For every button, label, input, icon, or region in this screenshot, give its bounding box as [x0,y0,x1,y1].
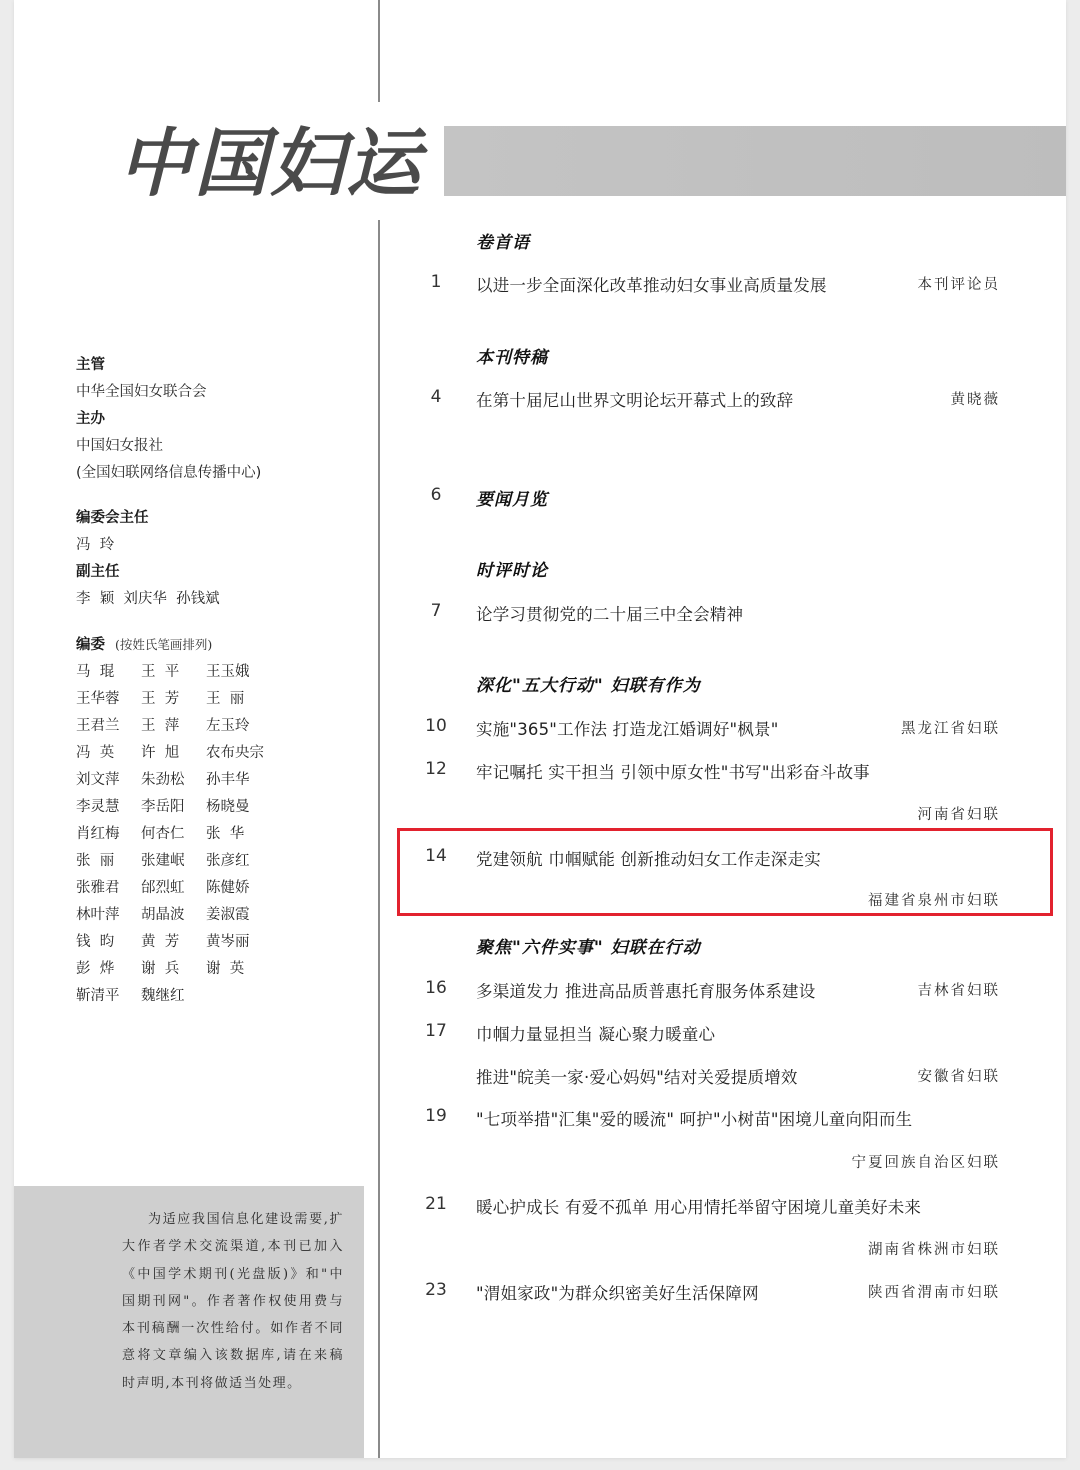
member-name: 李灵慧 [76,799,120,815]
entry-author: 本刊评论员 [917,277,1000,293]
member-name: 许 旭 [141,745,180,761]
entry-page: 12 [425,759,447,779]
supervisor: 中华全国妇女联合会 [76,384,207,400]
entry-author: 河南省妇联 [917,807,1000,823]
vice-chairs: 李 颖 刘庆华 孙钱斌 [76,591,220,607]
member-name: 王玉娥 [206,664,250,680]
sponsor: 中国妇女报社 [76,438,163,454]
member-name: 王华蓉 [76,691,120,707]
entry-author: 黑龙江省妇联 [901,721,1000,737]
member-name: 邰烈虹 [141,880,185,896]
section-heading: 时评时论 [476,561,548,581]
member-name: 刘文萍 [76,772,120,788]
entry-title[interactable]: 巾帼力量显担当 凝心聚力暖童心 [476,1025,716,1044]
member-name: 王 芳 [141,691,180,707]
entry-title[interactable]: 多渠道发力 推进高品质普惠托育服务体系建设 [476,982,816,1001]
masthead-logo: 中国妇运 [118,121,422,207]
entry-author: 宁夏回族自治区妇联 [851,1155,1000,1171]
member-name: 王 萍 [141,718,180,734]
member-name: 钱 昀 [76,934,115,950]
member-name: 何杏仁 [141,826,185,842]
entry-page: 10 [425,716,447,736]
sponsor-note: (全国妇联网络信息传播中心) [76,465,262,481]
member-name: 谢 英 [206,961,245,977]
chair-label: 编委会主任 [76,510,149,526]
entry-title[interactable]: 牢记嘱托 实干担当 引领中原女性"书写"出彩奋斗故事 [476,763,870,782]
members-note: (按姓氏笔画排列) [115,637,213,652]
entry-title[interactable]: 实施"365"工作法 打造龙江婚调好"枫景" [476,720,779,739]
entry-title[interactable]: 在第十届尼山世界文明论坛开幕式上的致辞 [476,391,794,410]
chair: 冯 玲 [76,537,115,553]
sponsor-label: 主办 [76,411,105,427]
member-name: 谢 兵 [141,961,180,977]
entry-page: 23 [425,1280,447,1300]
section-heading: 聚焦"六件实事" 妇联在行动 [476,938,701,958]
member-name: 左玉玲 [206,718,250,734]
member-name: 王君兰 [76,718,120,734]
member-name: 肖红梅 [76,826,120,842]
section-heading[interactable]: 要闻月览 [476,490,548,510]
entry-page: 19 [425,1106,447,1126]
entry-author: 吉林省妇联 [917,983,1000,999]
entry-page: 4 [430,387,442,407]
entry-title[interactable]: 以进一步全面深化改革推动妇女事业高质量发展 [476,276,827,295]
member-name: 马 琨 [76,664,115,680]
entry-title[interactable]: "七项举措"汇集"爱的暖流" 呵护"小树苗"困境儿童向阳而生 [476,1110,913,1129]
member-name: 张 华 [206,826,245,842]
member-name: 陈健娇 [206,880,250,896]
entry-page: 1 [430,272,442,292]
supervisor-label: 主管 [76,357,105,373]
entry-title[interactable]: 党建领航 巾帼赋能 创新推动妇女工作走深走实 [476,850,821,869]
section-page: 6 [430,485,442,505]
member-name: 王 丽 [206,691,245,707]
member-name: 张彦红 [206,853,250,869]
member-name: 林叶萍 [76,907,120,923]
table-of-contents [14,0,1066,1458]
member-name: 黄岑丽 [206,934,250,950]
entry-author: 陕西省渭南市妇联 [868,1285,1000,1301]
entry-page: 14 [425,846,447,866]
member-name: 冯 英 [76,745,115,761]
member-name: 张雅君 [76,880,120,896]
members-label: 编委 [76,637,105,653]
copyright-notice: 为适应我国信息化建设需要,扩大作者学术交流渠道,本刊已加入《中国学术期刊(光盘版)》和"中国期刊网"。作者著作权使用费与本刊稿酬一次性给付。如作者不同意将文章编入该数据库,请在来稿时声明,本刊将做适当处理。 [122,1212,344,1391]
member-name: 张 丽 [76,853,115,869]
entry-author: 福建省泉州市妇联 [868,893,1000,909]
member-name: 王 平 [141,664,180,680]
entry-page: 17 [425,1021,447,1041]
member-name: 靳清平 [76,988,120,1004]
member-name: 彭 烨 [76,961,115,977]
entry-page: 16 [425,978,447,998]
vice-label: 副主任 [76,564,120,580]
entry-author: 黄晓薇 [950,392,1000,408]
section-heading: 深化"五大行动" 妇联有作为 [476,676,701,696]
magazine-page [14,0,1066,1458]
section-heading: 卷首语 [476,233,530,253]
entry-author: 安徽省妇联 [917,1069,1000,1085]
member-name: 农布央宗 [206,745,264,761]
member-name: 魏继红 [141,988,185,1004]
member-name: 张建岷 [141,853,185,869]
entry-page: 21 [425,1194,447,1214]
member-name: 李岳阳 [141,799,185,815]
member-name: 朱劲松 [141,772,185,788]
member-name: 姜淑霞 [206,907,250,923]
entry-title[interactable]: 推进"皖美一家·爱心妈妈"结对关爱提质增效 [476,1068,798,1087]
member-name: 胡晶波 [141,907,185,923]
entry-title[interactable]: 论学习贯彻党的二十届三中全会精神 [476,605,744,624]
member-name: 杨晓曼 [206,799,250,815]
entry-author: 湖南省株洲市妇联 [868,1242,1000,1258]
member-name: 孙丰华 [206,772,250,788]
entry-title[interactable]: 暖心护成长 有爱不孤单 用心用情托举留守困境儿童美好未来 [476,1198,922,1217]
entry-page: 7 [430,601,442,621]
member-name: 黄 芳 [141,934,180,950]
section-heading: 本刊特稿 [476,348,548,368]
entry-title[interactable]: "渭姐家政"为群众织密美好生活保障网 [476,1284,759,1303]
